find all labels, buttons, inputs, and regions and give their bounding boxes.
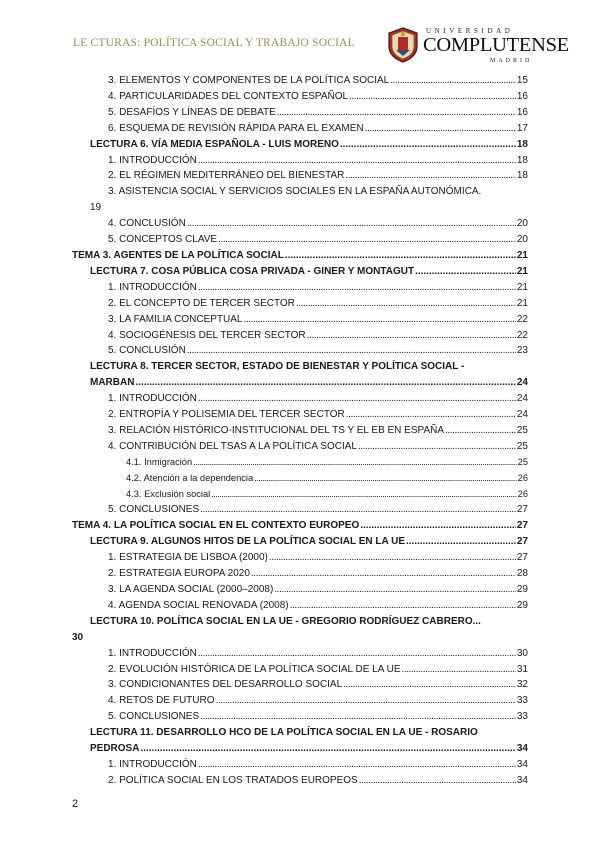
toc-entry-page: 23 [516, 345, 528, 357]
university-logo [386, 26, 569, 66]
toc-leader-dots [254, 471, 516, 487]
toc-entry[interactable] [72, 709, 528, 725]
toc-entry[interactable] [72, 455, 528, 471]
toc-entry-page: 21 [516, 265, 528, 277]
toc-entry-page: 20 [516, 234, 528, 246]
toc-entry[interactable] [72, 502, 528, 518]
toc-entry-label: 3. ASISTENCIA SOCIAL Y SERVICIOS SOCIALES EN LA ESPAÑA AUTONÓMICA. [108, 186, 482, 198]
toc-entry-label: LECTURA 7. COSA PÚBLICA COSA PRIVADA - GINER Y MONTAGUT [90, 265, 415, 277]
toc-entry[interactable] [72, 137, 528, 153]
toc-entry[interactable] [72, 646, 528, 662]
toc-leader-dots [402, 662, 516, 678]
toc-entry-label: LECTURA 6. VÍA MEDIA ESPAÑOLA - LUIS MORENO [90, 138, 339, 150]
toc-entry-page: 16 [516, 106, 528, 118]
toc-entry[interactable] [72, 168, 528, 184]
toc-leader-dots [340, 137, 516, 153]
toc-entry-page: 29 [516, 584, 528, 595]
toc-leader-dots [193, 455, 517, 471]
toc-entry-page: 25 [517, 456, 528, 467]
toc-leader-dots [365, 121, 516, 137]
toc-entry-page: 30 [516, 647, 528, 659]
toc-leader-dots [406, 534, 516, 550]
logo-bottom-text: MADRID [490, 58, 533, 64]
toc-entry-label-cont: MARBAN [90, 377, 135, 389]
toc-entry-page: 18 [516, 138, 528, 150]
toc-entry[interactable] [72, 359, 528, 391]
toc-entry[interactable] [72, 773, 528, 789]
toc-entry-page: 32 [516, 679, 528, 691]
toc-leader-dots [198, 646, 516, 662]
toc-entry-page: 21 [516, 281, 528, 293]
toc-leader-dots [200, 502, 516, 518]
logo-top-text: UNIVERSIDAD [426, 27, 514, 35]
toc-entry[interactable] [72, 264, 528, 280]
toc-entry-label: 1. INTRODUCCIÓN [108, 154, 197, 166]
toc-leader-dots [345, 168, 516, 184]
toc-entry-label: 5. CONCEPTOS CLAVE [108, 234, 218, 246]
toc-entry-page: 18 [516, 154, 528, 166]
toc-entry[interactable] [72, 248, 528, 264]
toc-entry-label: 6. ESQUEMA DE REVISIÓN RÁPIDA PARA EL EXAMEN [108, 122, 364, 134]
toc-entry-label: 4. AGENDA SOCIAL RENOVADA (2008) [108, 599, 289, 611]
toc-entry[interactable] [72, 614, 528, 646]
toc-entry-label: LECTURA 9. ALGUNOS HITOS DE LA POLÍTICA SOCIAL EN LA UE [90, 536, 406, 548]
toc-leader-dots [198, 280, 516, 296]
toc-entry[interactable] [72, 312, 528, 328]
toc-entry-label: 3. RELACIÓN HISTÓRICO-INSTITUCIONAL DEL TS Y EL EB EN ESPAÑA [108, 424, 445, 436]
toc-entry-label: 2. EL CONCEPTO DE TERCER SECTOR [108, 297, 295, 309]
toc-entry-page: 25 [516, 440, 528, 452]
toc-entry-label: LECTURA 10. POLÍTICA SOCIAL EN LA UE - GREGORIO RODRÍGUEZ CABRERO... [90, 615, 481, 627]
toc-entry-label: 1. INTRODUCCIÓN [108, 758, 197, 770]
toc-leader-dots [216, 693, 516, 709]
toc-leader-dots [269, 550, 516, 566]
toc-entry-page: 24 [516, 393, 528, 405]
toc-entry[interactable] [72, 89, 528, 105]
toc-entry-page: 26 [517, 488, 528, 499]
toc-leader-dots [251, 566, 516, 582]
toc-entry-page: 16 [516, 90, 528, 102]
toc-entry[interactable] [72, 725, 528, 757]
toc-leader-dots [445, 423, 516, 439]
toc-entry-page: 25 [516, 424, 528, 436]
toc-entry-page: 34 [516, 774, 528, 786]
toc-entry-page: 28 [516, 568, 528, 580]
toc-entry-page: 19 [90, 202, 102, 214]
toc-entry-label: 4. CONCLUSIÓN [108, 218, 186, 230]
toc-entry[interactable] [72, 391, 528, 407]
toc-entry-page: 34 [516, 743, 528, 755]
toc-entry[interactable] [72, 534, 528, 550]
toc-leader-dots [198, 757, 516, 773]
toc-entry-label: LECTURA 11. DESARROLLO HCO DE LA POLÍTICA SOCIAL EN LA UE - ROSARIO [90, 727, 478, 739]
toc-entry-page: 33 [516, 711, 528, 723]
toc-leader-dots [140, 741, 515, 757]
toc-entry-label: 2. ENTROPÍA Y POLISEMIA DEL TERCER SECTOR [108, 409, 345, 421]
toc-leader-dots [135, 375, 515, 391]
toc-entry-page: 20 [516, 218, 528, 230]
toc-leader-dots [198, 391, 516, 407]
toc-entry-label-cont: PEDROSA [90, 743, 140, 755]
toc-entry-page: 29 [516, 599, 528, 611]
toc-entry[interactable] [72, 439, 528, 455]
toc-entry[interactable] [72, 73, 528, 89]
toc-entry-page: 26 [517, 472, 528, 483]
toc-entry-label: 4.1. Inmigración [126, 456, 193, 467]
toc-leader-dots [415, 264, 516, 280]
toc-entry-label: 4.3. Exclusión social [126, 488, 211, 499]
toc-entry[interactable] [72, 121, 528, 137]
toc-entry-label: TEMA 4. LA POLÍTICA SOCIAL EN EL CONTEXTO EUROPEO [72, 520, 360, 532]
toc-entry[interactable] [72, 598, 528, 614]
toc-entry-label: 3. ELEMENTOS Y COMPONENTES DE LA POLÍTICA SOCIAL [108, 75, 390, 86]
toc-leader-dots [200, 709, 516, 725]
toc-entry-page: 30 [72, 631, 84, 643]
toc-entry-label: 5. CONCLUSIONES [108, 711, 200, 723]
toc-entry-label: 5. DESAFÍOS Y LÍNEAS DE DEBATE [108, 106, 276, 118]
toc-entry[interactable] [72, 423, 528, 439]
toc-leader-dots [198, 153, 516, 169]
toc-entry-page: 27 [516, 536, 528, 548]
toc-entry[interactable] [72, 662, 528, 678]
university-crest-icon [386, 26, 420, 64]
toc-entry-label: 5. CONCLUSIÓN [108, 345, 186, 357]
toc-entry-label: 2. POLÍTICA SOCIAL EN LOS TRATADOS EUROPEOS [108, 774, 358, 786]
toc-entry-label: 4. PARTICULARIDADES DEL CONTEXTO ESPAÑOL [108, 90, 349, 102]
toc-entry-page: 15 [516, 75, 528, 86]
toc-entry[interactable] [72, 232, 528, 248]
page-header [0, 0, 600, 66]
toc-entry-label: LECTURA 8. TERCER SECTOR, ESTADO DE BIENESTAR Y POLÍTICA SOCIAL - [90, 361, 465, 373]
toc-leader-dots [343, 677, 516, 693]
table-of-contents [72, 73, 528, 789]
toc-entry-page: 33 [516, 695, 528, 707]
toc-entry-label: 4. RETOS DE FUTURO [108, 695, 215, 707]
toc-entry-page: 27 [516, 520, 528, 532]
toc-entry-page: 31 [516, 663, 528, 675]
toc-entry-page: 17 [516, 122, 528, 134]
toc-entry-label: TEMA 3. AGENTES DE LA POLÍTICA SOCIAL [72, 249, 284, 261]
toc-entry-label: 5. CONCLUSIONES [108, 504, 200, 516]
toc-entry[interactable] [72, 343, 528, 359]
page-number: 2 [72, 798, 79, 810]
toc-entry[interactable] [72, 757, 528, 773]
toc-entry-label: 2. EL RÉGIMEN MEDITERRÁNEO DEL BIENESTAR [108, 170, 345, 182]
toc-leader-dots [346, 407, 516, 423]
toc-leader-dots [358, 439, 516, 455]
toc-entry-page: 24 [516, 377, 528, 389]
toc-entry[interactable] [72, 518, 528, 534]
toc-entry-label: 1. INTRODUCCIÓN [108, 647, 197, 659]
toc-leader-dots [187, 216, 516, 232]
toc-entry-label: 1. INTRODUCCIÓN [108, 393, 197, 405]
toc-leader-dots [187, 343, 516, 359]
toc-entry[interactable] [72, 566, 528, 582]
toc-leader-dots [390, 73, 516, 89]
toc-entry-page: 27 [516, 504, 528, 516]
toc-entry[interactable] [72, 280, 528, 296]
toc-entry[interactable] [72, 153, 528, 169]
toc-entry-label: 1. ESTRATEGIA DE LISBOA (2000) [108, 552, 268, 564]
toc-entry-label: 4.2. Atención a la dependencia [126, 472, 254, 483]
toc-leader-dots [218, 232, 516, 248]
logo-main-text: COMPLUTENSE [423, 34, 569, 56]
toc-leader-dots [244, 312, 516, 328]
toc-entry[interactable] [72, 693, 528, 709]
toc-entry[interactable] [72, 184, 528, 216]
toc-leader-dots [307, 328, 516, 344]
toc-entry[interactable] [72, 677, 528, 693]
toc-entry-label: 2. EVOLUCIÓN HISTÓRICA DE LA POLÍTICA SOCIAL DE LA UE [108, 663, 401, 675]
toc-entry[interactable] [72, 407, 528, 423]
toc-entry[interactable] [72, 296, 528, 312]
toc-entry[interactable] [72, 471, 528, 487]
header-title: LE CTURAS: POLÍTICA SOCIAL Y TRABAJO SOCIAL [73, 37, 355, 49]
toc-entry-label: 3. LA AGENDA SOCIAL (2000–2008) [108, 584, 274, 595]
toc-entry[interactable] [72, 582, 528, 598]
toc-entry-page: 22 [516, 329, 528, 341]
toc-entry-page: 21 [516, 249, 528, 261]
toc-entry-page: 27 [516, 552, 528, 564]
toc-entry-label: 3. LA FAMILIA CONCEPTUAL [108, 313, 243, 325]
toc-leader-dots [296, 296, 516, 312]
toc-entry-label: 1. INTRODUCCIÓN [108, 281, 197, 293]
toc-entry-page: 34 [516, 758, 528, 770]
toc-entry-label: 3. CONDICIONANTES DEL DESARROLLO SOCIAL [108, 679, 343, 691]
toc-leader-dots [277, 105, 516, 121]
toc-leader-dots [349, 89, 516, 105]
toc-entry-label: 2. ESTRATEGIA EUROPA 2020 [108, 568, 250, 580]
toc-entry[interactable] [72, 105, 528, 121]
toc-entry[interactable] [72, 328, 528, 344]
toc-entry-page: 18 [516, 170, 528, 182]
toc-entry[interactable] [72, 216, 528, 232]
toc-entry-page: 21 [516, 297, 528, 309]
toc-leader-dots [285, 248, 516, 264]
toc-entry-page: 22 [516, 313, 528, 325]
toc-entry-label: 4. CONTRIBUCIÓN DEL TSAS A LA POLÍTICA SOCIAL [108, 440, 357, 452]
toc-entry[interactable] [72, 487, 528, 503]
toc-entry-label: 4. SOCIOGÉNESIS DEL TERCER SECTOR [108, 329, 306, 341]
toc-leader-dots [211, 487, 516, 503]
toc-leader-dots [359, 773, 516, 789]
toc-entry-page: 24 [516, 409, 528, 421]
toc-leader-dots [290, 598, 516, 614]
toc-leader-dots [274, 582, 516, 598]
toc-entry[interactable] [72, 550, 528, 566]
toc-leader-dots [360, 518, 516, 534]
